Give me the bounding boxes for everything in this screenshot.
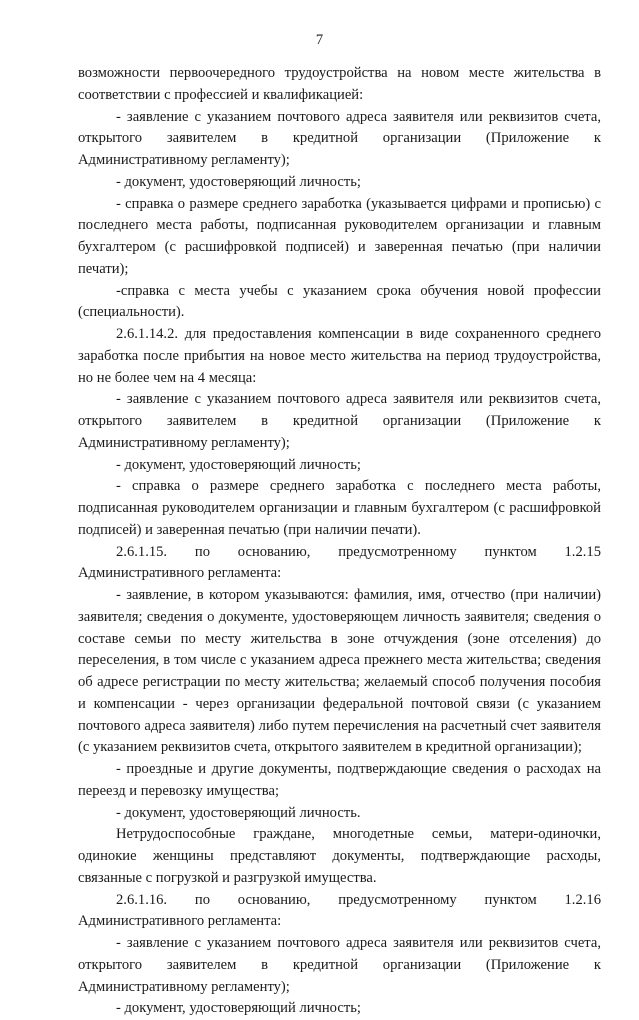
- paragraph: - заявление, в котором указываются: фамилия, имя, отчество (при наличии) заявителя; сведения о документе, удостоверяющем личность заявителя; сведения о составе семьи по месту жительства в зоне отчуждения (зоне отселения) до переселения, в том числе с указанием адреса прежнего места жительства; сведения об адресе регистрации по месту жительства; желаемый способ получения пособия и компенсации - через организации федеральной почтовой связи (с указанием почтового адреса заявителя) либо путем перечисления на расчетный счет заявителя (с указанием реквизитов счета, открытого заявителем в кредитной организации);: [78, 587, 601, 756]
- document-body: [78, 63, 601, 1020]
- paragraph: - заявление с указанием почтового адреса заявителя или реквизитов счета, открытого заявителем в кредитной организации (Приложение к Административному регламенту);: [78, 391, 601, 451]
- page-number: 7: [315, 32, 324, 48]
- paragraph: - справка о размере среднего заработка (указывается цифрами и прописью) с последнего места работы, подписанная руководителем организации и главным бухгалтером (с расшифровкой подписей) и заверенная печатью (при наличии печати);: [78, 195, 601, 277]
- paragraph: возможности первоочередного трудоустройства на новом месте жительства в соответствии с профессией и квалификацией:: [78, 65, 601, 103]
- paragraph: - заявление с указанием почтового адреса заявителя или реквизитов счета, открытого заявителем в кредитной организации (Приложение к Административному регламенту);: [78, 108, 601, 168]
- paragraph: - документ, удостоверяющий личность;: [116, 173, 361, 190]
- paragraph: 2.6.1.14.2. для предоставления компенсации в виде сохраненного среднего заработка после прибытия на новое место жительства на период трудоустройства, но не более чем на 4 месяца:: [78, 326, 601, 386]
- paragraph: - проездные и другие документы, подтверждающие сведения о расходах на переезд и перевозку имущества;: [78, 761, 601, 799]
- paragraph: - справка о размере среднего заработка с последнего места работы, подписанная руководителем организации и главным бухгалтером (с расшифровкой подписей) и заверенная печатью (при наличии печати).: [78, 478, 601, 538]
- paragraph: - документ, удостоверяющий личность;: [116, 1000, 361, 1017]
- paragraph: - заявление с указанием почтового адреса заявителя или реквизитов счета, открытого заявителем в кредитной организации (Приложение к Административному регламенту);: [78, 935, 601, 995]
- paragraph: 2.6.1.16. по основанию, предусмотренному пунктом 1.2.16 Административного регламента:: [78, 891, 601, 930]
- paragraph: -справка с места учебы с указанием срока обучения новой профессии (специальности).: [78, 282, 601, 321]
- paragraph: - документ, удостоверяющий личность.: [116, 804, 361, 821]
- paragraph: - документ, удостоверяющий личность;: [116, 456, 361, 473]
- paragraph: 2.6.1.15. по основанию, предусмотренному пунктом 1.2.15 Административного регламента:: [78, 543, 601, 582]
- paragraph: Нетрудоспособные граждане, многодетные семьи, матери-одиночки, одинокие женщины представляют документы, подтверждающие расходы, связанные с погрузкой и разгрузкой имущества.: [78, 826, 601, 886]
